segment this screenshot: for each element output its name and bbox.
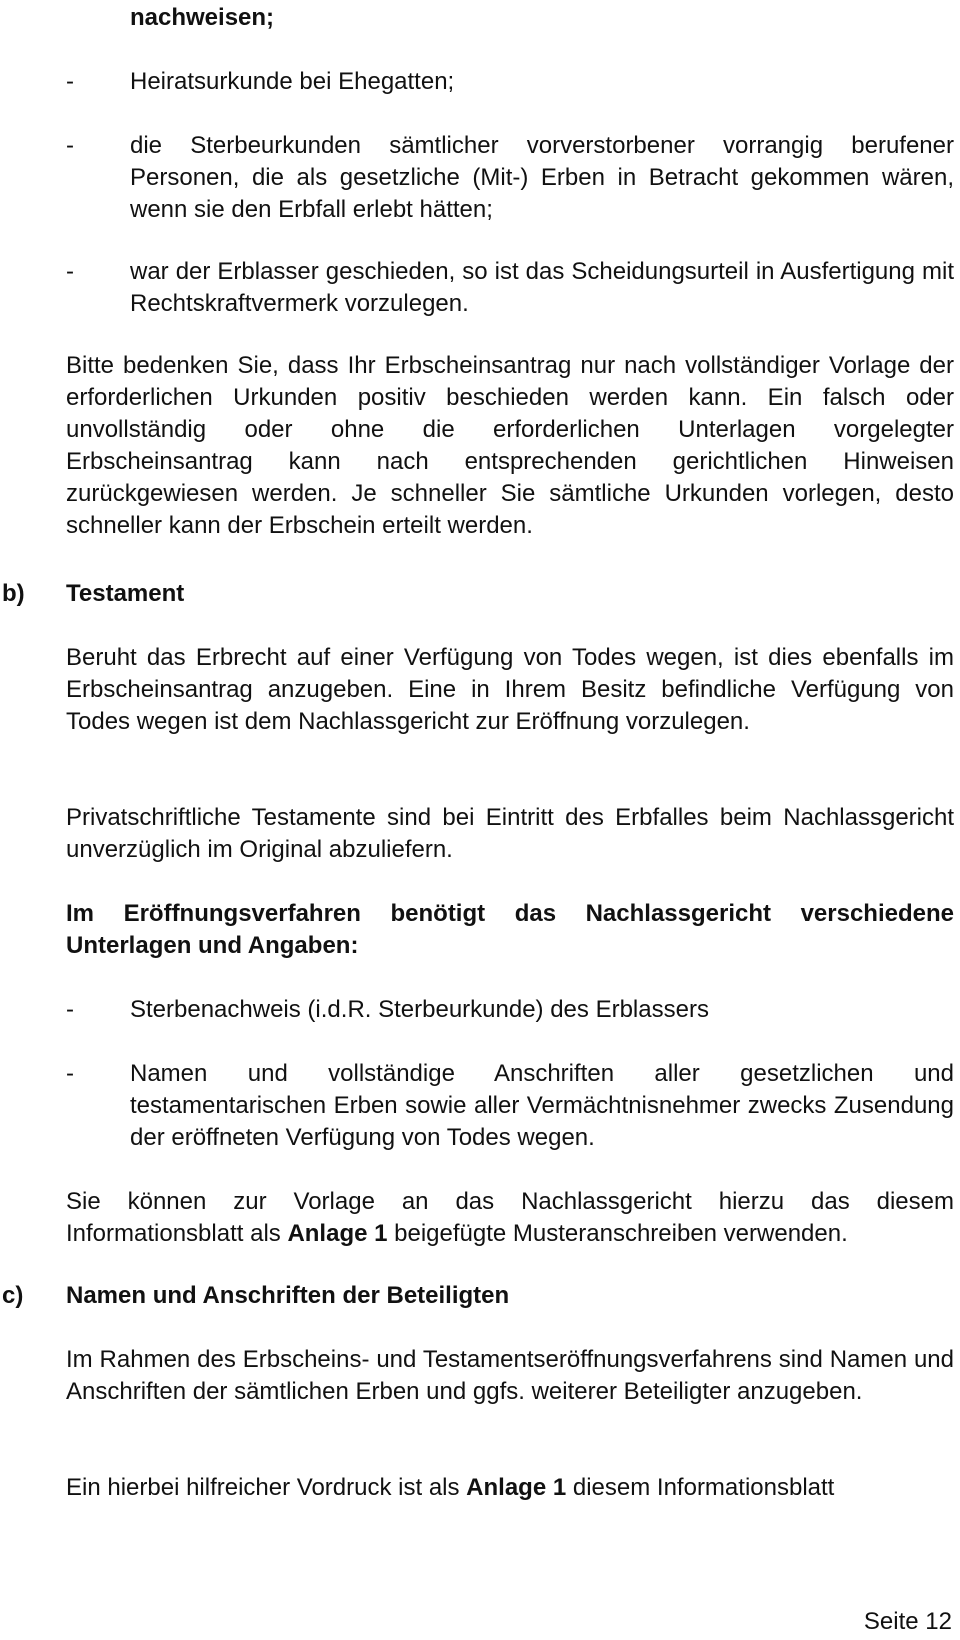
text-run: Ein hierbei hilfreicher Vordruck ist als — [66, 1474, 467, 1501]
bold-paragraph: Im Eröffnungsverfahren benötigt das Nachlassgericht verschiedene Unterlagen und Angaben: — [66, 900, 954, 959]
list-dash: - — [66, 132, 74, 159]
section-letter: c) — [2, 1282, 24, 1309]
section-title: Namen und Anschriften der Beteiligten — [66, 1282, 510, 1309]
list-dash: - — [66, 68, 74, 95]
text-run: beigefügte Musteranschreiben verwenden. — [387, 1220, 848, 1247]
paragraph-bitte: Bitte bedenken Sie, dass Ihr Erbscheinsantrag nur nach vollständiger Vorlage der erforderlichen Urkunden positiv beschieden werden kann. Ein falsch oder unvollständig oder ohne die erforderlichen Unterlagen vorgelegter Erbscheinsantrag kann nach entsprechenden gerichtlichen Hinweisen zurückgewiesen werden. Je schneller Sie sämtliche Urkunden vorlegen, desto schneller kann der Erbschein erteilt werden. — [66, 352, 954, 539]
list-item: die Sterbeurkunden sämtlicher vorverstorbener vorrangig berufener Personen, die als gesetzliche (Mit-) Erben in Betracht gekommen wären, wenn sie den Erbfall erlebt hätten; — [130, 132, 954, 223]
list-dash: - — [66, 1060, 74, 1087]
list-item: war der Erblasser geschieden, so ist das Scheidungsurteil in Ausfertigung mit Rechtskraftvermerk vorzulegen. — [130, 258, 954, 317]
paragraph-anlage — [66, 1472, 954, 1504]
list-dash: - — [66, 258, 74, 285]
paragraph: Privatschriftliche Testamente sind bei Eintritt des Erbfalles beim Nachlassgericht unverzüglich im Original abzuliefern. — [66, 804, 954, 863]
list-item: Sterbenachweis (i.d.R. Sterbeurkunde) des Erblassers — [130, 996, 709, 1023]
anlage-reference: Anlage 1 — [466, 1474, 567, 1501]
section-title: Testament — [66, 580, 185, 607]
list-item: Namen und vollständige Anschriften aller gesetzlichen und testamentarischen Erben sowie aller Vermächtnisnehmer zwecks Zusendung der eröffneten Verfügung von Todes wegen. — [130, 1060, 954, 1151]
list-item: Heiratsurkunde bei Ehegatten; — [130, 68, 455, 95]
text-run: diesem Informationsblatt — [566, 1474, 835, 1501]
anlage-reference: Anlage 1 — [287, 1220, 388, 1247]
intro-heading: nachweisen; — [130, 4, 275, 31]
page-number: Seite 12 — [863, 1608, 952, 1635]
paragraph-anlage — [66, 1186, 954, 1250]
paragraph: Beruht das Erbrecht auf einer Verfügung von Todes wegen, ist dies ebenfalls im Erbscheinsantrag anzugeben. Eine in Ihrem Besitz befindliche Verfügung von Todes wegen ist dem Nachlassgericht zur Eröffnung vorzulegen. — [66, 644, 954, 735]
list-dash: - — [66, 996, 74, 1023]
text-run: Sie können zur Vorlage an das Nachlassgericht hierzu das diesem Informationsblatt als — [66, 1188, 954, 1247]
paragraph: Im Rahmen des Erbscheins- und Testamentseröffnungsverfahrens sind Namen und Anschriften der sämtlichen Erben und ggfs. weiterer Beteiligter anzugeben. — [66, 1346, 954, 1405]
section-letter: b) — [2, 580, 25, 607]
